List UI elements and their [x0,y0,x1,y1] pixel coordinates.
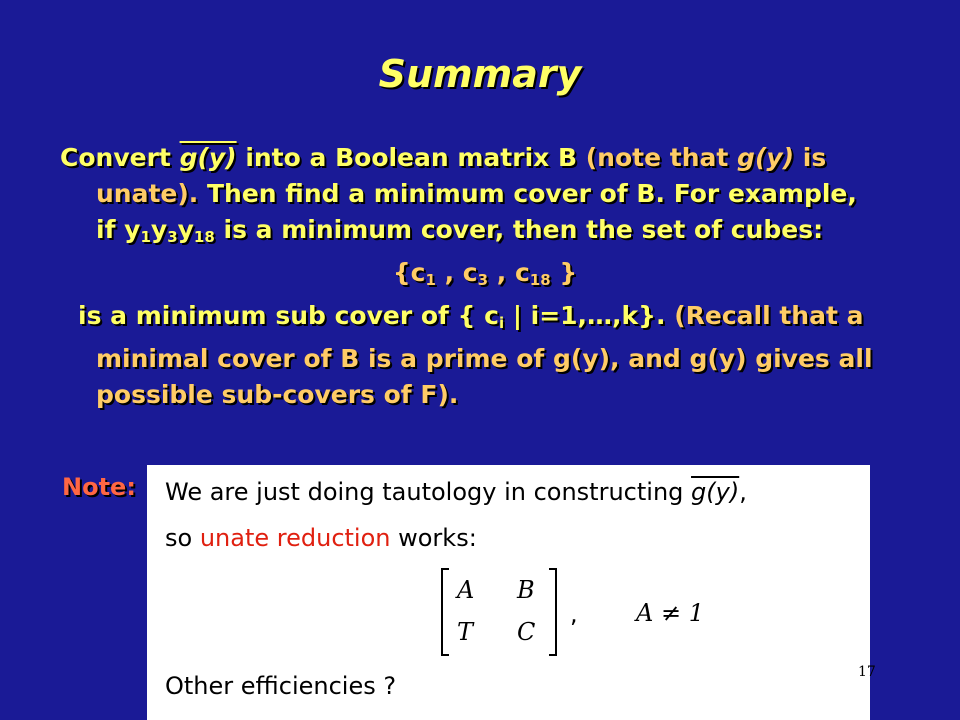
matrix-cell-b: B [517,576,535,604]
note-line-tautology: We are just doing tautology in constructing g(y), [165,478,747,506]
matrix [441,568,557,656]
text-convert: Convert [60,143,180,172]
slide-title: Summary [378,52,582,96]
page-number: 17 [858,664,876,680]
matrix-comma: , [570,600,578,628]
condition-a-not-one: A ≠ 1 [636,599,704,627]
note-line-unate-reduction: so unate reduction works: [165,524,477,552]
matrix-cell-c: C [517,618,536,646]
text-unate-close: unate). [96,179,199,208]
text-sub-cover: is a minimum sub cover of { c [78,301,499,330]
g-of-y-bar-note: g(y) [691,478,740,506]
note-label: Note: [62,473,136,501]
text-then-find: Then find a minimum cover of B. For example, [198,179,857,208]
matrix-cell-t: T [457,618,474,646]
matrix-right-bracket [549,568,557,656]
g-of-y-bar: g(y) [179,143,237,172]
unate-reduction-text: unate reduction [199,524,391,552]
text-recall: (Recall that a minimal cover of B is a prime of g(y), and g(y) gives all possible sub-covers of F). [96,301,873,409]
matrix-cell-a: A [457,576,475,604]
paragraph-convert: Convert g(y) into a Boolean matrix B (note that g(y) is unate). Then find a minimum cover of B. For example, if $y_1y_3y_{18}$ is a minimum cover, then the set of cubes: [60,143,857,246]
matrix-left-bracket [441,568,449,656]
text-minimum-cover: is a minimum cover, then the set of cubes: [214,215,824,244]
cube-set: {$c_1$ , $c_3$ , $c_{18}$ } [392,258,578,289]
note-unate: (note that g(y) is [585,143,827,172]
other-efficiencies: Other efficiencies ? [165,672,397,700]
summary-body [60,140,910,413]
paragraph-subcover: is a minimum sub cover of { $c_i$ | i=1,…,k}. (Recall that a minimal cover of B is a prime of g(y), and g(y) gives all possible sub-covers of F). [78,301,873,409]
text-if-y: if y [96,215,141,244]
text-boolean-matrix: into a Boolean matrix B [236,143,586,172]
